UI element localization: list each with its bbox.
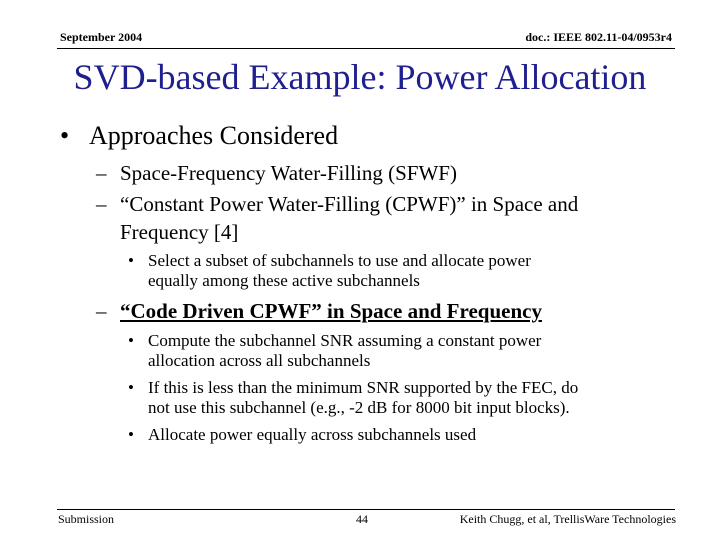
sub-bullet-sfwf: Space-Frequency Water-Filling (SFWF) xyxy=(120,161,457,185)
header-doc-id: doc.: IEEE 802.11-04/0953r4 xyxy=(525,30,672,44)
sub-bullet-cpwf-line1: “Constant Power Water-Filling (CPWF)” in Space and xyxy=(120,192,579,216)
bullet-approaches: Approaches Considered xyxy=(89,121,339,150)
slide-title: SVD-based Example: Power Allocation xyxy=(73,57,647,97)
sub-bullet-marker: – xyxy=(96,192,107,216)
header-date: September 2004 xyxy=(60,30,143,44)
sub-sub-bullet-marker: • xyxy=(128,251,134,270)
sub-bullet-marker: – xyxy=(96,161,107,185)
header-divider xyxy=(57,48,675,49)
sub-bullet-marker: – xyxy=(96,299,107,323)
sub-sub-bullet-marker: • xyxy=(128,425,134,444)
sub-sub-bullet-marker: • xyxy=(128,378,134,397)
footer-page-number: 44 xyxy=(356,512,368,526)
sub-sub-bullet-threshold-line2: not use this subchannel (e.g., -2 dB for 8000 bit input blocks). xyxy=(148,398,570,417)
sub-sub-bullet-compute-line2: allocation across all subchannels xyxy=(148,351,371,370)
sub-bullet-code-driven-cpwf: “Code Driven CPWF” in Space and Frequency xyxy=(120,299,542,323)
sub-sub-bullet-select-line2: equally among these active subchannels xyxy=(148,271,420,290)
footer-submission: Submission xyxy=(58,512,115,526)
bullet-marker: • xyxy=(60,121,70,150)
sub-sub-bullet-marker: • xyxy=(128,331,134,350)
sub-sub-bullet-allocate: Allocate power equally across subchannels used xyxy=(148,425,477,444)
sub-sub-bullet-threshold-line1: If this is less than the minimum SNR supported by the FEC, do xyxy=(148,378,579,397)
sub-bullet-cpwf-line2: Frequency [4] xyxy=(120,220,239,244)
footer-author: Keith Chugg, et al, TrellisWare Technologies xyxy=(459,512,676,526)
footer-divider xyxy=(57,509,675,510)
sub-sub-bullet-select-line1: Select a subset of subchannels to use and allocate power xyxy=(148,251,531,270)
sub-sub-bullet-compute-line1: Compute the subchannel SNR assuming a constant power xyxy=(148,331,542,350)
